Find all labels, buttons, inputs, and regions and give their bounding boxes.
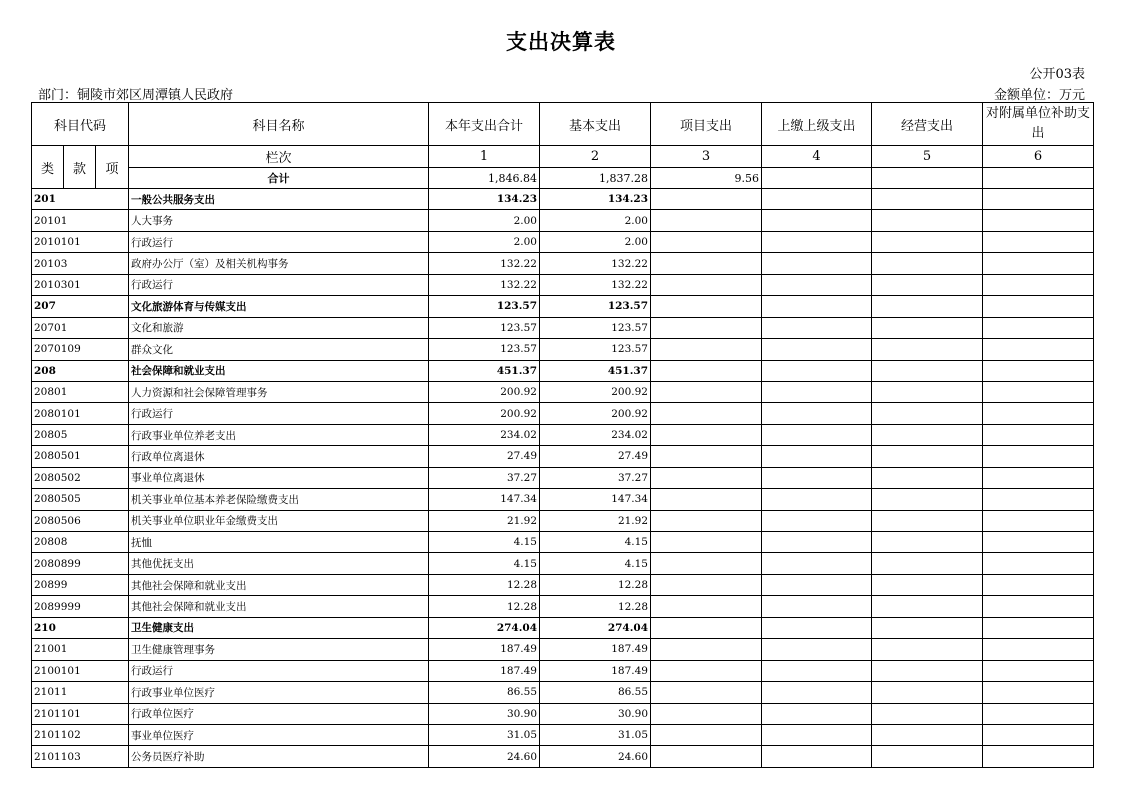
- row-subsidiary-expense: [983, 446, 1094, 467]
- row-upper-expense: [762, 424, 872, 445]
- row-business-expense: [872, 467, 983, 488]
- row-upper-expense: [762, 210, 872, 231]
- row-code: 2080101: [32, 403, 129, 424]
- table-row: [32, 489, 1094, 510]
- row-project-expense: [651, 724, 762, 745]
- row-total-expense: 30.90: [429, 703, 540, 724]
- row-business-expense: [872, 510, 983, 531]
- row-code: 2089999: [32, 596, 129, 617]
- row-business-expense: [872, 532, 983, 553]
- row-name: 其他优抚支出: [129, 553, 429, 574]
- row-code: 2080506: [32, 510, 129, 531]
- row-name: 其他社会保障和就业支出: [129, 574, 429, 595]
- row-name: 人力资源和社会保障管理事务: [129, 381, 429, 402]
- row-code: 2070109: [32, 339, 129, 360]
- row-basic-expense: 132.22: [540, 274, 651, 295]
- row-name: 政府办公厅（室）及相关机构事务: [129, 253, 429, 274]
- total-row: [32, 168, 1094, 189]
- expenditure-table: [31, 102, 1094, 768]
- row-basic-expense: 37.27: [540, 467, 651, 488]
- row-subsidiary-expense: [983, 703, 1094, 724]
- table-row: [32, 296, 1094, 317]
- row-code: 2101103: [32, 746, 129, 767]
- row-name: 机关事业单位基本养老保险缴费支出: [129, 489, 429, 510]
- table-row: [32, 660, 1094, 681]
- row-upper-expense: [762, 724, 872, 745]
- row-business-expense: [872, 746, 983, 767]
- table-row: [32, 253, 1094, 274]
- table-row: [32, 682, 1094, 703]
- row-total-expense: 86.55: [429, 682, 540, 703]
- row-name: 行政事业单位养老支出: [129, 424, 429, 445]
- row-name: 抚恤: [129, 532, 429, 553]
- row-total-expense: 200.92: [429, 403, 540, 424]
- row-total-expense: 451.37: [429, 360, 540, 381]
- row-total-expense: 24.60: [429, 746, 540, 767]
- row-total-expense: 200.92: [429, 381, 540, 402]
- row-upper-expense: [762, 189, 872, 210]
- row-name: 文化和旅游: [129, 317, 429, 338]
- row-name: 社会保障和就业支出: [129, 360, 429, 381]
- table-row: [32, 317, 1094, 338]
- row-project-expense: [651, 381, 762, 402]
- row-total-expense: 21.92: [429, 510, 540, 531]
- table-row: [32, 231, 1094, 252]
- row-total-expense: 187.49: [429, 660, 540, 681]
- row-upper-expense: [762, 596, 872, 617]
- row-business-expense: [872, 574, 983, 595]
- row-subsidiary-expense: [983, 746, 1094, 767]
- table-row: [32, 403, 1094, 424]
- header-col5: 经营支出: [872, 103, 983, 146]
- row-name: 行政事业单位医疗: [129, 682, 429, 703]
- total-c1: 1,846.84: [429, 168, 540, 189]
- row-basic-expense: 200.92: [540, 381, 651, 402]
- row-code: 20701: [32, 317, 129, 338]
- row-code: 21001: [32, 639, 129, 660]
- table-row: [32, 746, 1094, 767]
- row-name: 事业单位离退休: [129, 467, 429, 488]
- header-row: [32, 103, 1094, 146]
- row-code: 2100101: [32, 660, 129, 681]
- row-business-expense: [872, 253, 983, 274]
- row-code: 201: [32, 189, 129, 210]
- col-number-4: 4: [762, 146, 872, 168]
- table-row: [32, 274, 1094, 295]
- row-code: 2080505: [32, 489, 129, 510]
- row-project-expense: [651, 639, 762, 660]
- row-project-expense: [651, 360, 762, 381]
- row-business-expense: [872, 596, 983, 617]
- row-project-expense: [651, 467, 762, 488]
- row-basic-expense: 30.90: [540, 703, 651, 724]
- row-total-expense: 12.28: [429, 596, 540, 617]
- row-basic-expense: 86.55: [540, 682, 651, 703]
- row-business-expense: [872, 360, 983, 381]
- row-project-expense: [651, 253, 762, 274]
- row-business-expense: [872, 339, 983, 360]
- row-basic-expense: 123.57: [540, 339, 651, 360]
- header-col1: 本年支出合计: [429, 103, 540, 146]
- table-row: [32, 360, 1094, 381]
- row-code: 20899: [32, 574, 129, 595]
- row-upper-expense: [762, 253, 872, 274]
- col-number-3: 3: [651, 146, 762, 168]
- row-business-expense: [872, 682, 983, 703]
- row-upper-expense: [762, 682, 872, 703]
- row-total-expense: 123.57: [429, 296, 540, 317]
- row-upper-expense: [762, 746, 872, 767]
- department-label: 部门：铜陵市郊区周潭镇人民政府: [38, 88, 234, 103]
- row-business-expense: [872, 660, 983, 681]
- table-row: [32, 724, 1094, 745]
- table-row: [32, 553, 1094, 574]
- row-total-expense: 2.00: [429, 210, 540, 231]
- row-project-expense: [651, 274, 762, 295]
- row-name: 公务员医疗补助: [129, 746, 429, 767]
- row-project-expense: [651, 189, 762, 210]
- row-total-expense: 31.05: [429, 724, 540, 745]
- form-number: 公开03表: [1029, 67, 1085, 82]
- row-subsidiary-expense: [983, 317, 1094, 338]
- table-row: [32, 424, 1094, 445]
- row-basic-expense: 4.15: [540, 553, 651, 574]
- row-basic-expense: 234.02: [540, 424, 651, 445]
- row-subsidiary-expense: [983, 253, 1094, 274]
- row-subsidiary-expense: [983, 596, 1094, 617]
- row-total-expense: 134.23: [429, 189, 540, 210]
- total-c3: 9.56: [651, 168, 762, 189]
- row-business-expense: [872, 317, 983, 338]
- row-code: 20103: [32, 253, 129, 274]
- row-subsidiary-expense: [983, 489, 1094, 510]
- header-col2: 基本支出: [540, 103, 651, 146]
- row-basic-expense: 12.28: [540, 574, 651, 595]
- row-basic-expense: 24.60: [540, 746, 651, 767]
- row-code: 2080501: [32, 446, 129, 467]
- row-code: 20805: [32, 424, 129, 445]
- col-number-1: 1: [429, 146, 540, 168]
- row-business-expense: [872, 231, 983, 252]
- row-basic-expense: 187.49: [540, 639, 651, 660]
- row-business-expense: [872, 381, 983, 402]
- row-subsidiary-expense: [983, 639, 1094, 660]
- row-code: 2010101: [32, 231, 129, 252]
- row-basic-expense: 2.00: [540, 231, 651, 252]
- row-total-expense: 37.27: [429, 467, 540, 488]
- row-basic-expense: 134.23: [540, 189, 651, 210]
- row-name: 卫生健康支出: [129, 617, 429, 638]
- row-project-expense: [651, 317, 762, 338]
- row-business-expense: [872, 210, 983, 231]
- row-business-expense: [872, 403, 983, 424]
- row-name: 行政单位医疗: [129, 703, 429, 724]
- row-code: 2080502: [32, 467, 129, 488]
- row-total-expense: 132.22: [429, 274, 540, 295]
- row-upper-expense: [762, 532, 872, 553]
- row-total-expense: 2.00: [429, 231, 540, 252]
- row-basic-expense: 147.34: [540, 489, 651, 510]
- row-project-expense: [651, 682, 762, 703]
- row-subsidiary-expense: [983, 360, 1094, 381]
- row-name: 一般公共服务支出: [129, 189, 429, 210]
- row-business-expense: [872, 424, 983, 445]
- row-subsidiary-expense: [983, 403, 1094, 424]
- row-project-expense: [651, 532, 762, 553]
- row-basic-expense: 274.04: [540, 617, 651, 638]
- row-subsidiary-expense: [983, 574, 1094, 595]
- row-project-expense: [651, 339, 762, 360]
- table-row: [32, 617, 1094, 638]
- header-kuan: 款: [64, 146, 96, 189]
- row-subsidiary-expense: [983, 467, 1094, 488]
- header-name: 科目名称: [129, 103, 429, 146]
- row-business-expense: [872, 553, 983, 574]
- row-subsidiary-expense: [983, 660, 1094, 681]
- row-upper-expense: [762, 703, 872, 724]
- row-name: 行政运行: [129, 660, 429, 681]
- row-business-expense: [872, 639, 983, 660]
- total-c2: 1,837.28: [540, 168, 651, 189]
- row-business-expense: [872, 617, 983, 638]
- row-basic-expense: 451.37: [540, 360, 651, 381]
- row-name: 卫生健康管理事务: [129, 639, 429, 660]
- row-code: 20101: [32, 210, 129, 231]
- row-code: 2101102: [32, 724, 129, 745]
- row-name: 其他社会保障和就业支出: [129, 596, 429, 617]
- table-row: [32, 639, 1094, 660]
- row-name: 群众文化: [129, 339, 429, 360]
- row-total-expense: 123.57: [429, 317, 540, 338]
- total-c6: [983, 168, 1094, 189]
- row-code: 2010301: [32, 274, 129, 295]
- row-upper-expense: [762, 231, 872, 252]
- row-total-expense: 4.15: [429, 553, 540, 574]
- row-upper-expense: [762, 339, 872, 360]
- total-c5: [872, 168, 983, 189]
- row-subsidiary-expense: [983, 424, 1094, 445]
- row-project-expense: [651, 231, 762, 252]
- row-total-expense: 123.57: [429, 339, 540, 360]
- col-number-6: 6: [983, 146, 1094, 168]
- row-subsidiary-expense: [983, 231, 1094, 252]
- row-basic-expense: 132.22: [540, 253, 651, 274]
- total-c4: [762, 168, 872, 189]
- row-subsidiary-expense: [983, 682, 1094, 703]
- row-upper-expense: [762, 553, 872, 574]
- row-name: 人大事务: [129, 210, 429, 231]
- row-upper-expense: [762, 510, 872, 531]
- header-col3: 项目支出: [651, 103, 762, 146]
- row-subsidiary-expense: [983, 617, 1094, 638]
- row-name: 行政运行: [129, 231, 429, 252]
- header-lanci: 栏次: [129, 146, 429, 168]
- row-basic-expense: 2.00: [540, 210, 651, 231]
- header-xiang: 项: [96, 146, 129, 189]
- table-row: [32, 574, 1094, 595]
- table-row: [32, 510, 1094, 531]
- row-project-expense: [651, 553, 762, 574]
- row-basic-expense: 12.28: [540, 596, 651, 617]
- row-upper-expense: [762, 317, 872, 338]
- row-upper-expense: [762, 360, 872, 381]
- row-basic-expense: 187.49: [540, 660, 651, 681]
- row-business-expense: [872, 189, 983, 210]
- row-name: 行政运行: [129, 274, 429, 295]
- table-row: [32, 446, 1094, 467]
- row-project-expense: [651, 703, 762, 724]
- header-index-row: [32, 146, 1094, 168]
- row-code: 207: [32, 296, 129, 317]
- row-subsidiary-expense: [983, 553, 1094, 574]
- amount-unit-label: 金额单位：万元: [993, 88, 1085, 103]
- row-project-expense: [651, 510, 762, 531]
- row-upper-expense: [762, 467, 872, 488]
- row-upper-expense: [762, 639, 872, 660]
- table-row: [32, 703, 1094, 724]
- row-subsidiary-expense: [983, 510, 1094, 531]
- row-upper-expense: [762, 446, 872, 467]
- row-subsidiary-expense: [983, 189, 1094, 210]
- row-total-expense: 27.49: [429, 446, 540, 467]
- row-subsidiary-expense: [983, 532, 1094, 553]
- row-basic-expense: 4.15: [540, 532, 651, 553]
- row-basic-expense: 31.05: [540, 724, 651, 745]
- row-project-expense: [651, 489, 762, 510]
- row-project-expense: [651, 574, 762, 595]
- table-row: [32, 189, 1094, 210]
- row-total-expense: 187.49: [429, 639, 540, 660]
- row-project-expense: [651, 446, 762, 467]
- row-name: 文化旅游体育与传媒支出: [129, 296, 429, 317]
- row-upper-expense: [762, 381, 872, 402]
- row-business-expense: [872, 703, 983, 724]
- col-number-2: 2: [540, 146, 651, 168]
- row-total-expense: 274.04: [429, 617, 540, 638]
- row-subsidiary-expense: [983, 210, 1094, 231]
- row-project-expense: [651, 617, 762, 638]
- row-total-expense: 132.22: [429, 253, 540, 274]
- row-project-expense: [651, 296, 762, 317]
- header-code: 科目代码: [32, 103, 129, 146]
- row-upper-expense: [762, 274, 872, 295]
- row-project-expense: [651, 660, 762, 681]
- col-number-5: 5: [872, 146, 983, 168]
- row-code: 20801: [32, 381, 129, 402]
- table-row: [32, 210, 1094, 231]
- row-name: 行政运行: [129, 403, 429, 424]
- header-col4: 上缴上级支出: [762, 103, 872, 146]
- row-code: 21011: [32, 682, 129, 703]
- row-total-expense: 12.28: [429, 574, 540, 595]
- row-project-expense: [651, 210, 762, 231]
- total-label: 合计: [129, 168, 429, 189]
- row-business-expense: [872, 274, 983, 295]
- row-code: 2080899: [32, 553, 129, 574]
- row-project-expense: [651, 746, 762, 767]
- row-business-expense: [872, 446, 983, 467]
- row-upper-expense: [762, 660, 872, 681]
- row-basic-expense: 27.49: [540, 446, 651, 467]
- row-name: 行政单位离退休: [129, 446, 429, 467]
- row-code: 208: [32, 360, 129, 381]
- row-basic-expense: 21.92: [540, 510, 651, 531]
- row-business-expense: [872, 296, 983, 317]
- row-upper-expense: [762, 617, 872, 638]
- row-upper-expense: [762, 296, 872, 317]
- row-total-expense: 4.15: [429, 532, 540, 553]
- row-project-expense: [651, 403, 762, 424]
- table-row: [32, 339, 1094, 360]
- row-upper-expense: [762, 489, 872, 510]
- table-row: [32, 381, 1094, 402]
- row-code: 2101101: [32, 703, 129, 724]
- row-basic-expense: 200.92: [540, 403, 651, 424]
- row-project-expense: [651, 424, 762, 445]
- row-subsidiary-expense: [983, 296, 1094, 317]
- header-lei: 类: [32, 146, 64, 189]
- row-upper-expense: [762, 574, 872, 595]
- table-row: [32, 532, 1094, 553]
- row-subsidiary-expense: [983, 274, 1094, 295]
- row-business-expense: [872, 724, 983, 745]
- row-upper-expense: [762, 403, 872, 424]
- row-subsidiary-expense: [983, 339, 1094, 360]
- table-row: [32, 596, 1094, 617]
- row-name: 机关事业单位职业年金缴费支出: [129, 510, 429, 531]
- row-project-expense: [651, 596, 762, 617]
- row-name: 事业单位医疗: [129, 724, 429, 745]
- row-business-expense: [872, 489, 983, 510]
- row-total-expense: 234.02: [429, 424, 540, 445]
- row-basic-expense: 123.57: [540, 296, 651, 317]
- row-code: 210: [32, 617, 129, 638]
- row-code: 20808: [32, 532, 129, 553]
- header-col6: 对附属单位补助支出: [983, 103, 1094, 146]
- table-row: [32, 467, 1094, 488]
- page-title: 支出决算表: [506, 29, 616, 54]
- row-subsidiary-expense: [983, 381, 1094, 402]
- row-total-expense: 147.34: [429, 489, 540, 510]
- row-subsidiary-expense: [983, 724, 1094, 745]
- row-basic-expense: 123.57: [540, 317, 651, 338]
